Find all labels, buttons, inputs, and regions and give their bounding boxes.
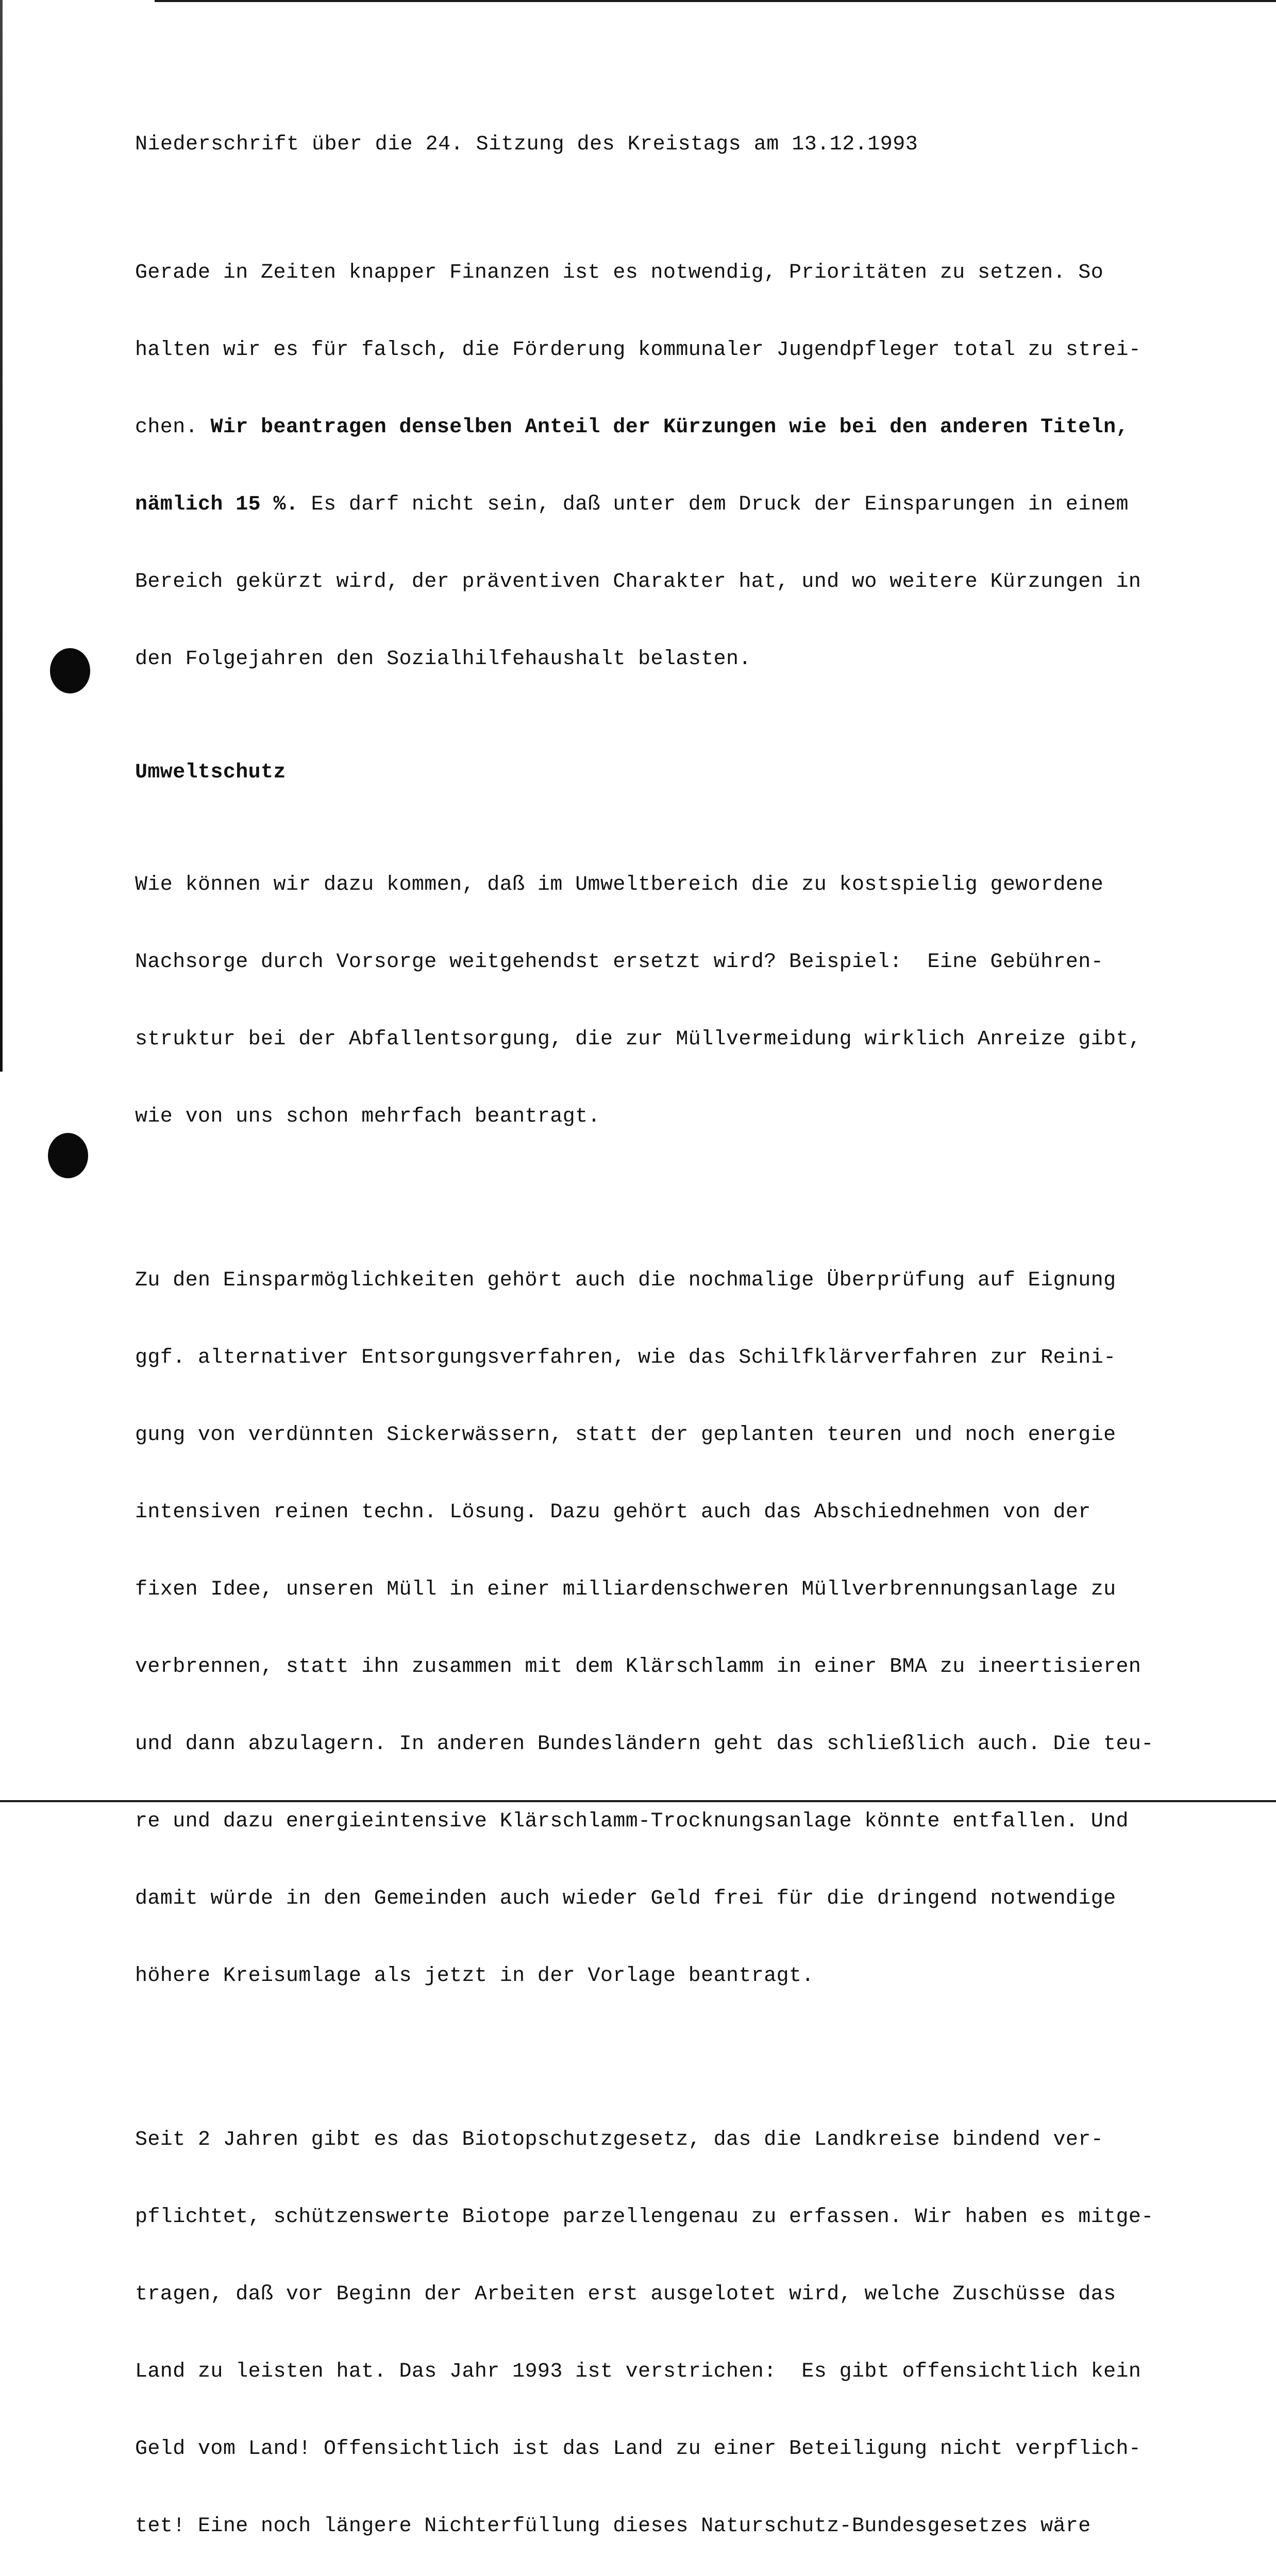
text-line: fixen Idee, unseren Müll in einer milliardenschweren Müllverbrennungsanlage zu xyxy=(135,1578,1116,1601)
text-line: wie von uns schon mehrfach beantragt. xyxy=(135,1105,600,1128)
paragraph-disposal-alternatives xyxy=(135,1216,1166,2041)
text-line: re und dazu energieintensive Klärschlamm-Trocknungsanlage könnte entfallen. Und xyxy=(135,1810,1129,1833)
page-top-edge xyxy=(155,0,1276,2)
text-run: chen. xyxy=(135,416,211,439)
text-line: Zu den Einsparmöglichkeiten gehört auch die nochmalige Überprüfung auf Eignung xyxy=(135,1269,1116,1292)
text-line: pflichtet, schützenswerte Biotope parzellengenau zu erfassen. Wir haben es mitge- xyxy=(135,2206,1154,2229)
document-body xyxy=(135,131,1166,2576)
text-line: ggf. alternativer Entsorgungsverfahren, wie das Schilfklärverfahren zur Reini- xyxy=(135,1346,1116,1369)
text-line: Nachsorge durch Vorsorge weitgehendst ersetzt wird? Beispiel: Eine Gebühren- xyxy=(135,951,1104,974)
text-line: damit würde in den Gemeinden auch wieder Geld frei für die dringend notwendige xyxy=(135,1887,1116,1910)
text-line: Wie können wir dazu kommen, daß im Umweltbereich die zu kostspielig gewordene xyxy=(135,873,1104,896)
bold-motion-text: Wir beantragen denselben Anteil der Kürzungen wie bei den anderen Titeln, xyxy=(210,416,1129,439)
text-line: Land zu leisten hat. Das Jahr 1993 ist verstrichen: Es gibt offensichtlich kein xyxy=(135,2360,1141,2383)
text-line: tragen, daß vor Beginn der Arbeiten erst ausgelotet wird, welche Zuschüsse das xyxy=(135,2283,1116,2306)
text-line: und dann abzulagern. In anderen Bundesländern geht das schließlich auch. Die teu- xyxy=(135,1733,1154,1756)
text-line: Geld vom Land! Offensichtlich ist das Land zu einer Beteiligung nicht verpflich- xyxy=(135,2437,1141,2461)
paragraph-waste-fees xyxy=(135,821,1166,1181)
document-title: Niederschrift über die 24. Sitzung des Kreistags am 13.12.1993 xyxy=(135,133,918,156)
text-line: Seit 2 Jahren gibt es das Biotopschutzgesetz, das die Landkreise bindend ver- xyxy=(135,2128,1104,2151)
paragraph-youth-funding xyxy=(135,209,1166,724)
punch-hole xyxy=(48,1133,88,1178)
text-line: intensiven reinen techn. Lösung. Dazu gehört auch das Abschiednehmen von der xyxy=(135,1501,1091,1524)
text-line: gung von verdünnten Sickerwässern, statt der geplanten teuren und noch energie xyxy=(135,1423,1116,1447)
text-run: Es darf nicht sein, daß unter dem Druck der Einsparungen in einem xyxy=(298,493,1129,516)
text-line: halten wir es für falsch, die Förderung kommunaler Jugendpfleger total zu strei- xyxy=(135,338,1141,362)
text-line: tet! Eine noch längere Nichterfüllung dieses Naturschutz-Bundesgesetzes wäre xyxy=(135,2515,1091,2538)
section-title-umweltschutz: Umweltschutz xyxy=(135,761,286,784)
text-line: den Folgejahren den Sozialhilfehaushalt belasten. xyxy=(135,648,751,671)
paragraph-biotope-protection xyxy=(135,2076,1166,2576)
bold-motion-text: nämlich 15 %. xyxy=(135,493,299,516)
text-line: Bereich gekürzt wird, der präventiven Charakter hat, und wo weitere Kürzungen in xyxy=(135,570,1141,594)
text-line: höhere Kreisumlage als jetzt in der Vorlage beantragt. xyxy=(135,1964,814,1988)
text-line: Gerade in Zeiten knapper Finanzen ist es notwendig, Prioritäten zu setzen. So xyxy=(135,261,1104,284)
page-left-edge xyxy=(0,0,3,1072)
text-line: struktur bei der Abfallentsorgung, die zur Müllvermeidung wirklich Anreize gibt, xyxy=(135,1028,1141,1051)
text-line xyxy=(135,492,1166,518)
text-line: verbrennen, statt ihn zusammen mit dem Klärschlamm in einer BMA zu ineertisieren xyxy=(135,1655,1141,1679)
punch-hole xyxy=(50,648,90,693)
text-line xyxy=(135,415,1166,440)
